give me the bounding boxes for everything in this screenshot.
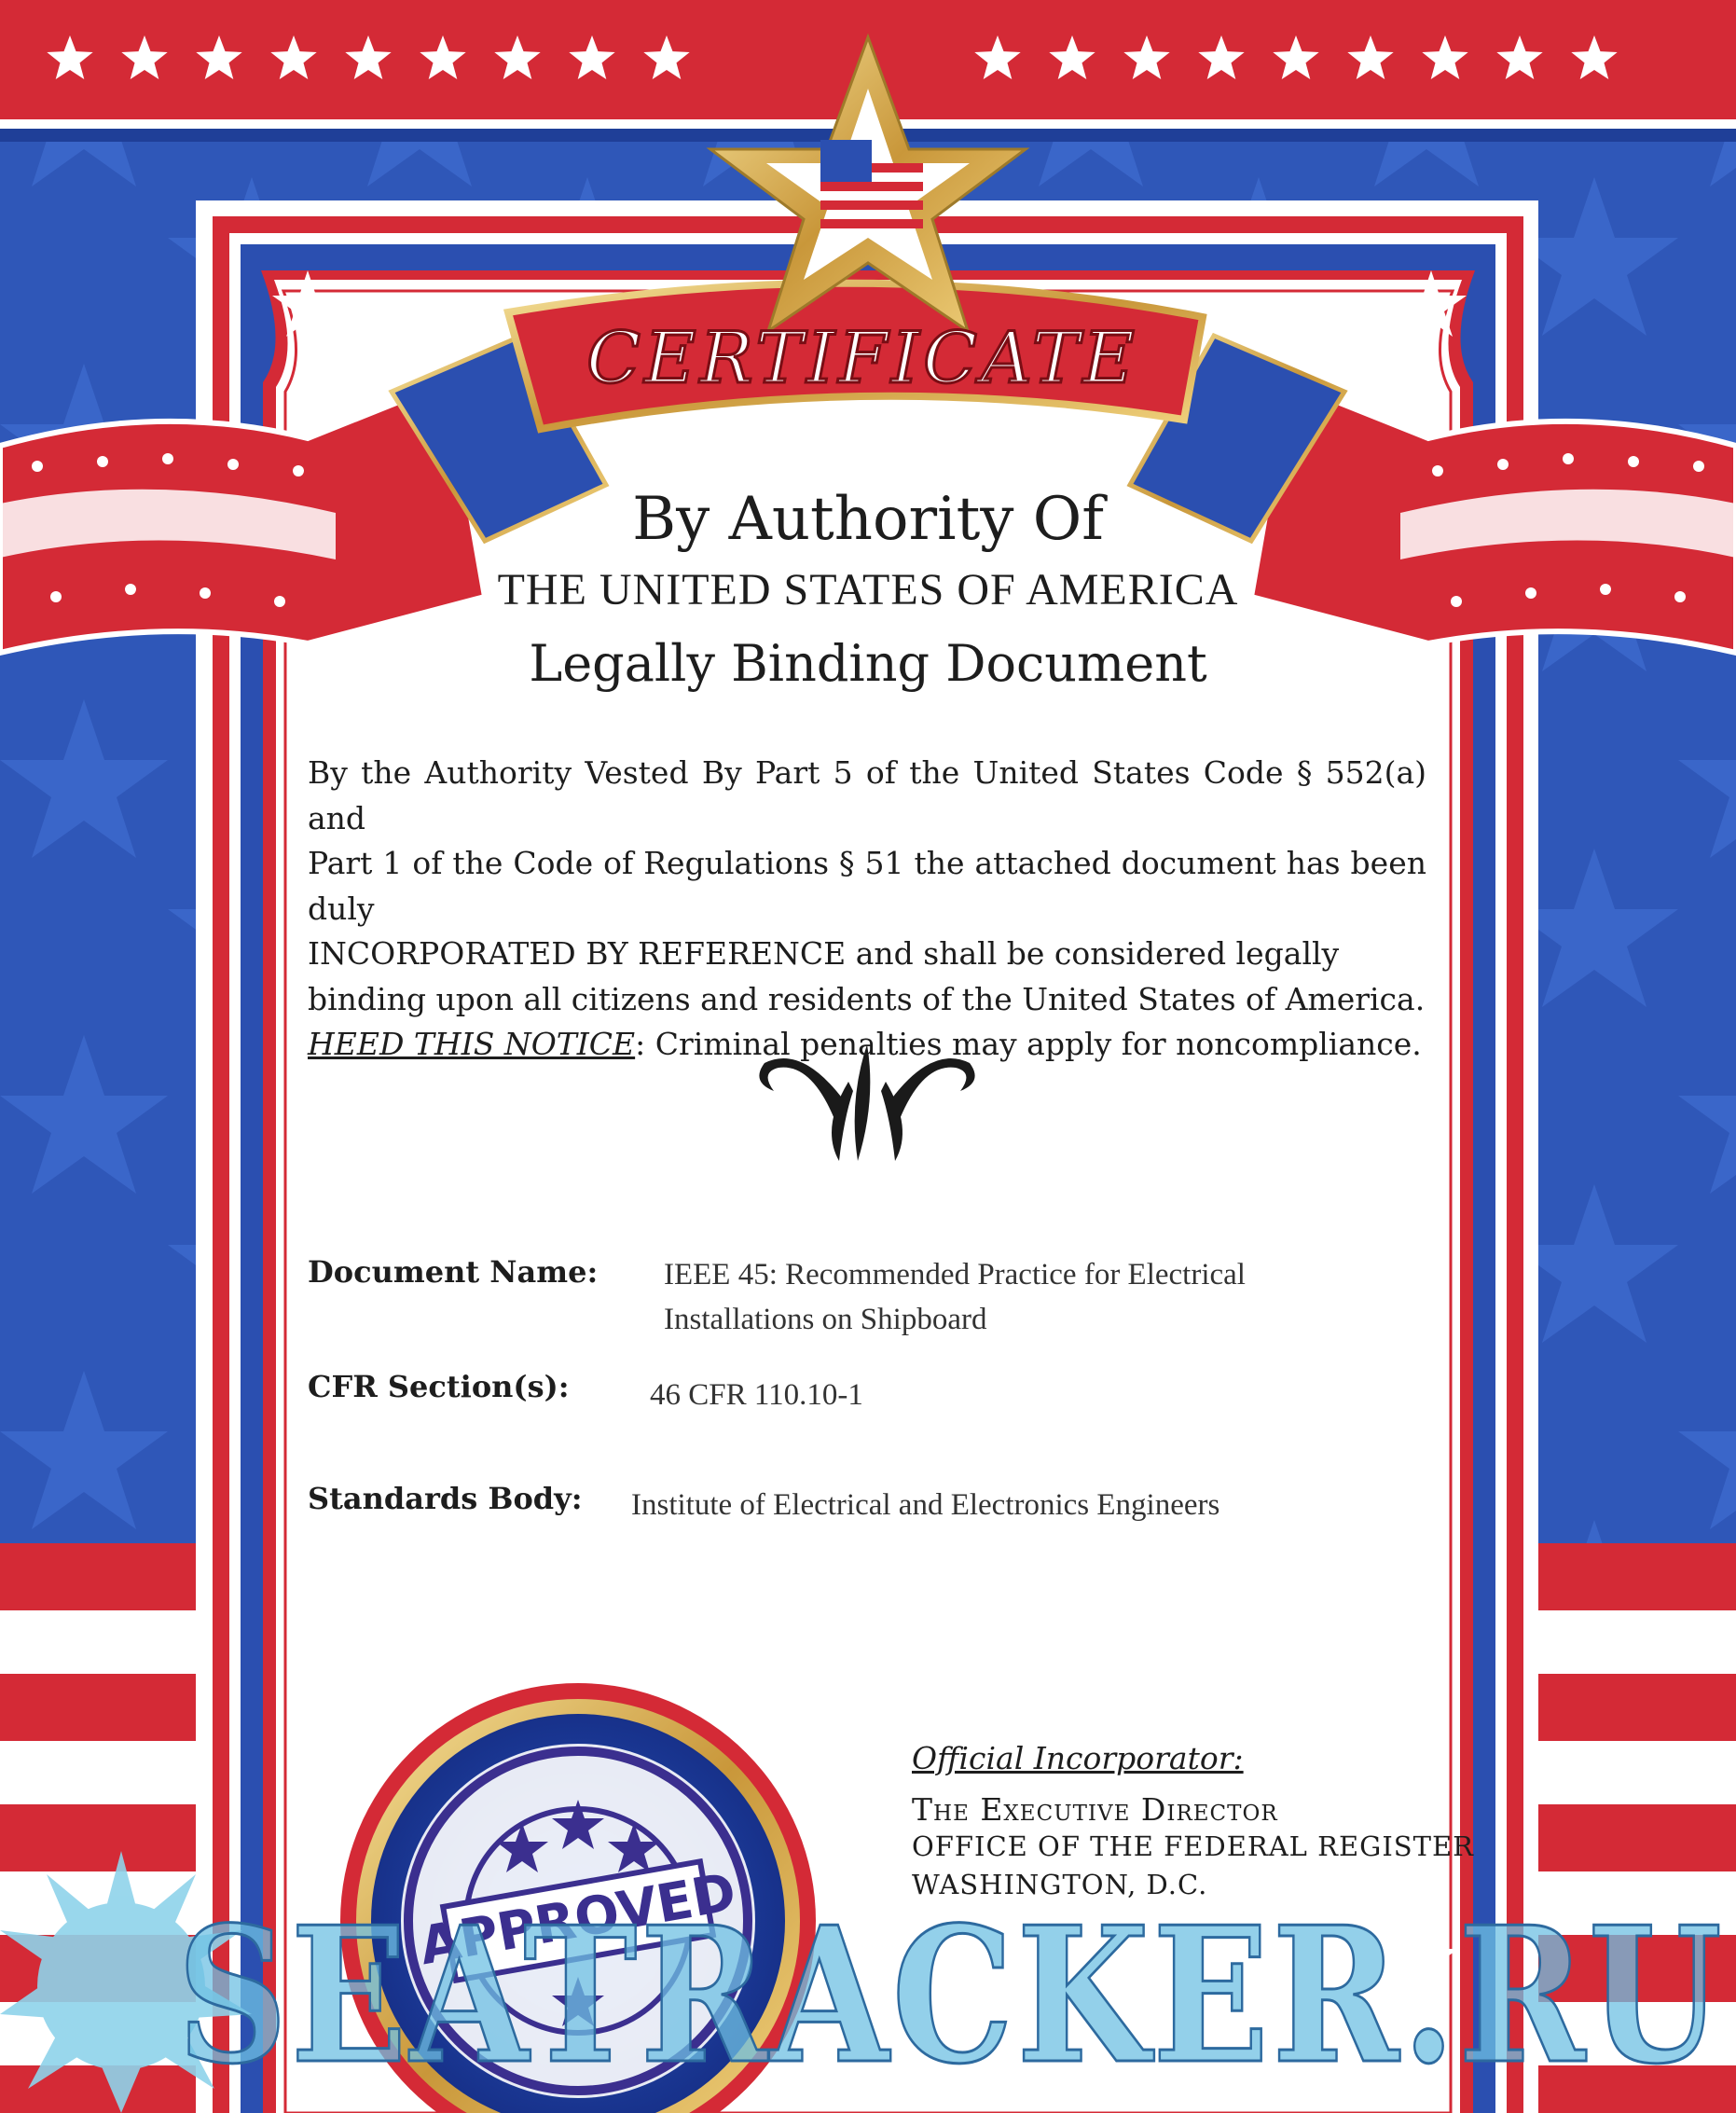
heading-country: THE UNITED STATES OF AMERICA bbox=[497, 565, 1239, 615]
authority-paragraph bbox=[308, 751, 1426, 1068]
certificate-title: CERTIFICATE bbox=[586, 316, 1139, 399]
document-name-line: IEEE 45: Recommended Practice for Electrical bbox=[664, 1258, 1246, 1291]
incorporator-title: Official Incorporator: bbox=[912, 1740, 1244, 1776]
incorporator-office: OFFICE OF THE FEDERAL REGISTER bbox=[912, 1830, 1474, 1862]
penalty-text: : Criminal penalties may apply for noncompliance. bbox=[635, 1026, 1422, 1062]
paragraph-line: By the Authority Vested By Part 5 of the United States Code § 552(a) and bbox=[308, 754, 1426, 836]
paragraph-line-notice bbox=[308, 1022, 1426, 1068]
document-name-label: Document Name: bbox=[308, 1254, 599, 1290]
certificate-banner bbox=[508, 280, 1217, 438]
watermark bbox=[168, 1902, 1734, 2089]
heading-legally-binding: Legally Binding Document bbox=[529, 634, 1207, 693]
document-name-line: Installations on Shipboard bbox=[664, 1303, 987, 1336]
standards-body-label: Standards Body: bbox=[308, 1481, 583, 1516]
cfr-section-value: 46 CFR 110.10-1 bbox=[650, 1378, 863, 1412]
cfr-section-label: CFR Section(s): bbox=[308, 1369, 570, 1404]
paragraph-line: binding upon all citizens and residents of the United States of America. bbox=[308, 980, 1426, 1017]
seal-approved-word: APPROVED bbox=[415, 1861, 741, 1978]
paragraph-line: INCORPORATED BY REFERENCE and shall be considered legally bbox=[308, 935, 1340, 972]
document-name-value bbox=[664, 1252, 1246, 1342]
incorporator-location: WASHINGTON, D.C. bbox=[912, 1869, 1208, 1900]
heading-authority: By Authority Of bbox=[632, 485, 1104, 554]
heed-notice: HEED THIS NOTICE bbox=[308, 1026, 636, 1062]
standards-body-value: Institute of Electrical and Electronics Engineers bbox=[631, 1488, 1220, 1522]
paragraph-line: Part 1 of the Code of Regulations § 51 the attached document has been duly bbox=[308, 845, 1426, 927]
watermark-text: SEATRACKER.RU bbox=[177, 1902, 1725, 2089]
incorporator-role: The Executive Director bbox=[912, 1791, 1278, 1828]
